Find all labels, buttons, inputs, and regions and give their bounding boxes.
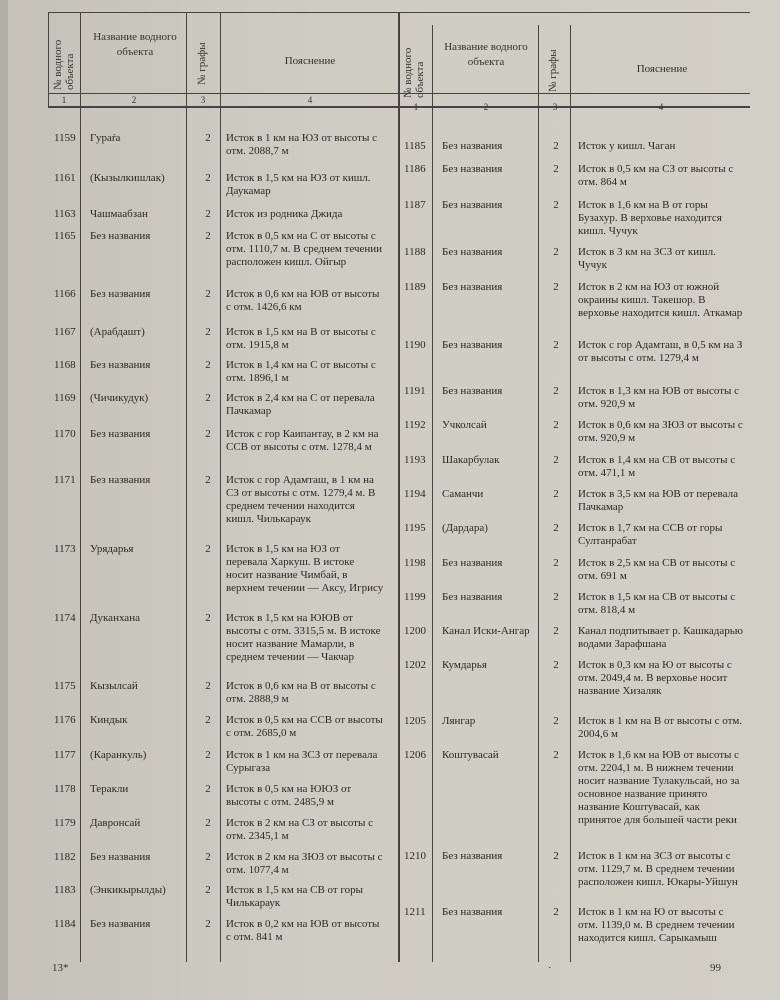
object-number: 1185 [404, 140, 426, 152]
object-name: Без названия [442, 850, 503, 862]
column-number: 2 [205, 884, 211, 896]
column-number: 2 [205, 918, 211, 930]
object-name: (Дардара) [442, 522, 488, 534]
description: Исток в 1 км на В от высоты с отм. 2004,6 м [578, 715, 743, 740]
column-number: 2 [205, 132, 211, 144]
description: Исток в 1,6 км на ЮВ от высоты с отм. 2204,1 м. В нижнем течении носит название Тулакульсай, но за основное название принято название Коштувасай, как принятое для большей части реки [578, 749, 740, 826]
object-number: 1167 [54, 326, 76, 338]
object-number: 1177 [54, 749, 76, 761]
column-number: 2 [205, 543, 211, 555]
object-number: 1166 [54, 288, 76, 300]
description: Исток в 1,5 км на СВ от горы Чилькараук [226, 884, 364, 909]
column-number: 2 [553, 339, 559, 351]
description: Исток в 2,4 км на С от перевала Пачкамар [226, 392, 375, 417]
column-number: 2 [553, 906, 559, 918]
object-name: Без названия [90, 230, 151, 242]
header-col4-left: Пояснение [284, 55, 336, 67]
object-name: Гураŕа [90, 132, 121, 144]
description: Исток в 0,2 км на ЮВ от высоты с отм. 841 м [226, 918, 380, 943]
header-col2-left: Название водного объекта [93, 31, 177, 58]
object-name: Кызылсай [90, 680, 138, 692]
description: Исток с гор Адамташ, в 0,5 км на З от высоты с отм. 1279,4 м [578, 339, 743, 364]
object-name: Без названия [90, 288, 151, 300]
column-number: 2 [205, 474, 211, 486]
object-number: 1179 [54, 817, 76, 829]
column-number: 2 [205, 208, 211, 220]
description: Исток в 1 км на Ю от высоты с отм. 1139,0 м. В среднем течении находится кишл. Сарыкамыш [578, 906, 735, 944]
description: Исток из родника Джида [226, 208, 343, 220]
object-name: Урядарья [90, 543, 134, 555]
header-num: 1 [413, 102, 419, 112]
object-number: 1193 [404, 454, 426, 466]
col-line [538, 25, 539, 962]
object-number: 1183 [54, 884, 76, 896]
object-number: 1195 [404, 522, 426, 534]
description: Исток с гор Адамташ, в 1 км на СЗ от высоты с отм. 1279,4 м. В среднем течении находится кишл. Чилькараук [226, 474, 376, 525]
description: Исток в 1,4 км на С от высоты с отм. 1896,1 м [226, 359, 376, 384]
object-name: Учколсай [442, 419, 487, 431]
page-number: 99 [710, 962, 721, 974]
description: Исток в 0,6 км на ЮВ от высоты с отм. 1426,6 км [226, 288, 380, 313]
object-name: (Чичикудук) [90, 392, 149, 404]
column-number: 2 [205, 851, 211, 863]
description: Исток в 3 км на ЗСЗ от кишл. Чучук [578, 246, 716, 271]
object-number: 1199 [404, 591, 426, 603]
header-col4-right: Пояснение [636, 63, 688, 75]
object-number: 1171 [54, 474, 76, 486]
object-number: 1194 [404, 488, 426, 500]
column-number: 2 [553, 199, 559, 211]
object-number: 1163 [54, 208, 76, 220]
description: Исток в 1,7 км на ССВ от горы Султанрабат [578, 522, 723, 547]
object-name: Без названия [442, 246, 503, 258]
description: Исток в 1,5 км на ЮЗ от перевала Харкуш. В истоке носит название Чимбай, в верхнем течении — Аксу, Игрису [226, 543, 384, 594]
col-line [220, 12, 221, 962]
object-name: Без названия [442, 557, 503, 569]
object-name: Дуканхана [90, 612, 140, 624]
object-number: 1192 [404, 419, 426, 431]
column-number: 2 [205, 230, 211, 242]
column-number: 2 [553, 246, 559, 258]
description: Исток в 0,5 км на ЮЮЗ от высоты с отм. 2485,9 м [226, 783, 352, 808]
object-number: 1202 [404, 659, 426, 671]
object-number: 1169 [54, 392, 76, 404]
description: Исток в 0,6 км на В от высоты с отм. 2888,9 м [226, 680, 376, 705]
object-number: 1188 [404, 246, 426, 258]
object-name: Шакарбулак [442, 454, 500, 466]
description: Исток в 3,5 км на ЮВ от перевала Пачкамар [578, 488, 738, 513]
col-line [570, 25, 571, 962]
object-number: 1170 [54, 428, 76, 440]
column-number: 2 [205, 392, 211, 404]
object-number: 1165 [54, 230, 76, 242]
object-number: 1168 [54, 359, 76, 371]
description: Исток в 2 км на ЗЮЗ от высоты с отм. 1077,4 м [226, 851, 383, 876]
col-line [48, 12, 49, 107]
object-name: Без названия [90, 851, 151, 863]
description: Исток в 1,4 км на СВ от высоты с отм. 471,1 м [578, 454, 736, 479]
column-number: 2 [553, 163, 559, 175]
object-name: Теракли [90, 783, 129, 795]
object-number: 1189 [404, 281, 426, 293]
object-number: 1175 [54, 680, 76, 692]
header-col2-right: Название водного объекта [444, 41, 528, 68]
object-number: 1161 [54, 172, 76, 184]
object-name: Без названия [90, 359, 151, 371]
object-number: 1206 [404, 749, 426, 761]
footer-signature: 13* [52, 962, 69, 974]
object-name: (Кызылкишлак) [90, 172, 165, 184]
description: Исток в 1,5 км на ЮЗ от кишл. Даукамар [226, 172, 371, 197]
description: Исток в 2 км на ЮЗ от южной окраины кишл. Такешор. В верховье находится кишл. Аткамар [578, 281, 743, 319]
object-number: 1187 [404, 199, 426, 211]
column-number: 2 [553, 749, 559, 761]
object-name: Без названия [442, 906, 503, 918]
description: Исток с гор Каипантау, в 2 км на ССВ от высоты с отм. 1278,4 м [226, 428, 379, 453]
object-name: Без названия [442, 385, 503, 397]
column-number: 2 [205, 326, 211, 338]
column-number: 2 [553, 281, 559, 293]
column-number: 2 [205, 714, 211, 726]
object-name: Канал Иски-Ангар [442, 625, 530, 637]
description: Исток в 1,5 км на СВ от высоты с отм. 818,4 м [578, 591, 736, 616]
header-num: 2 [131, 95, 137, 105]
header-col1-right: № водного объекта [402, 47, 426, 98]
description: Исток в 1 км на ЗСЗ от перевала Сурыгаза [226, 749, 378, 774]
header-num: 4 [307, 95, 313, 105]
footer-dot: · [548, 962, 552, 974]
object-name: (Арабдашт) [90, 326, 145, 338]
object-number: 1184 [54, 918, 76, 930]
column-number: 2 [205, 288, 211, 300]
description: Исток в 0,5 км на ССВ от высоты с отм. 2685,0 м [226, 714, 383, 739]
object-name: Коштувасай [442, 749, 499, 761]
column-number: 2 [553, 591, 559, 603]
description: Исток у кишл. Чаган [578, 140, 676, 152]
description: Исток в 0,5 км на С от высоты с отм. 1110,7 м. В среднем течении расположен кишл. Ойгыр [226, 230, 383, 268]
object-name: Давронсай [90, 817, 141, 829]
object-name: (Каранкуль) [90, 749, 147, 761]
object-number: 1186 [404, 163, 426, 175]
column-number: 2 [205, 783, 211, 795]
object-name: (Энкикырылды) [90, 884, 166, 896]
header-num: 1 [61, 95, 67, 105]
object-name: Без названия [442, 163, 503, 175]
column-number: 2 [205, 428, 211, 440]
object-number: 1210 [404, 850, 426, 862]
object-name: Без названия [442, 140, 503, 152]
object-name: Чашмаабзан [90, 208, 148, 220]
column-number: 2 [205, 817, 211, 829]
header-num: 2 [483, 102, 489, 112]
description: Исток в 0,6 км на ЗЮЗ от высоты с отм. 920,9 м [578, 419, 743, 444]
column-number: 2 [553, 488, 559, 500]
col-line-center [398, 12, 400, 962]
header-col3-left: № графы [196, 42, 208, 85]
object-name: Без названия [442, 591, 503, 603]
description: Исток в 1,5 км на ЮЮВ от высоты с отм. 3315,5 м. В истоке носит название Мамарли, в среднем течении — Чакчар [226, 612, 381, 663]
object-number: 1205 [404, 715, 426, 727]
header-num: 4 [658, 102, 664, 112]
column-number: 2 [553, 385, 559, 397]
description: Исток в 0,3 км на Ю от высоты с отм. 2049,4 м. В верховье носит название Хизаляк [578, 659, 732, 697]
header-col1-left: № водного объекта [52, 39, 76, 90]
column-number: 2 [553, 557, 559, 569]
object-number: 1200 [404, 625, 426, 637]
column-number: 2 [553, 522, 559, 534]
object-name: Саманчи [442, 488, 484, 500]
description: Исток в 1,5 км на В от высоты с отм. 1915,8 м [226, 326, 376, 351]
object-name: Без названия [90, 474, 151, 486]
column-number: 2 [553, 140, 559, 152]
object-name: Без названия [442, 339, 503, 351]
object-name: Без названия [442, 281, 503, 293]
object-number: 1191 [404, 385, 426, 397]
description: Канал подпитывает р. Кашкадарью водами Зарафшана [578, 625, 744, 650]
column-number: 2 [553, 850, 559, 862]
object-number: 1190 [404, 339, 426, 351]
column-number: 2 [205, 749, 211, 761]
object-number: 1173 [54, 543, 76, 555]
description: Исток в 0,5 км на СЗ от высоты с отм. 864 м [578, 163, 734, 188]
description: Исток в 2 км на СЗ от высоты с отм. 2345,1 м [226, 817, 374, 842]
document-page [8, 0, 780, 1000]
object-name: Без названия [90, 428, 151, 440]
description: Исток в 1 км на ЮЗ от высоты с отм. 2088,7 м [226, 132, 377, 157]
column-number: 2 [553, 419, 559, 431]
header-num: 3 [552, 102, 558, 112]
description: Исток в 2,5 км на СВ от высоты с отм. 691 м [578, 557, 736, 582]
object-number: 1182 [54, 851, 76, 863]
object-number: 1174 [54, 612, 76, 624]
object-name: Без названия [442, 199, 503, 211]
object-name: Киндык [90, 714, 128, 726]
description: Исток в 1,3 км на ЮВ от высоты с отм. 920,9 м [578, 385, 740, 410]
object-number: 1211 [404, 906, 426, 918]
object-number: 1178 [54, 783, 76, 795]
column-number: 2 [205, 359, 211, 371]
description: Исток в 1 км на ЗСЗ от высоты с отм. 1129,7 м. В среднем течении расположен кишл. Юкары-Уйшун [578, 850, 738, 888]
object-number: 1176 [54, 714, 76, 726]
column-number: 2 [205, 172, 211, 184]
object-number: 1198 [404, 557, 426, 569]
column-number: 2 [553, 715, 559, 727]
object-name: Лянгар [442, 715, 476, 727]
object-number: 1159 [54, 132, 76, 144]
header-col3-right: № графы [547, 49, 559, 92]
column-number: 2 [205, 680, 211, 692]
column-number: 2 [553, 659, 559, 671]
object-name: Кумдарья [442, 659, 487, 671]
object-name: Без названия [90, 918, 151, 930]
column-number: 2 [205, 612, 211, 624]
column-number: 2 [553, 454, 559, 466]
description: Исток в 1,6 км на В от горы Бузахур. В верховье находится кишл. Чучук [578, 199, 722, 237]
header-num: 3 [200, 95, 206, 105]
column-number: 2 [553, 625, 559, 637]
